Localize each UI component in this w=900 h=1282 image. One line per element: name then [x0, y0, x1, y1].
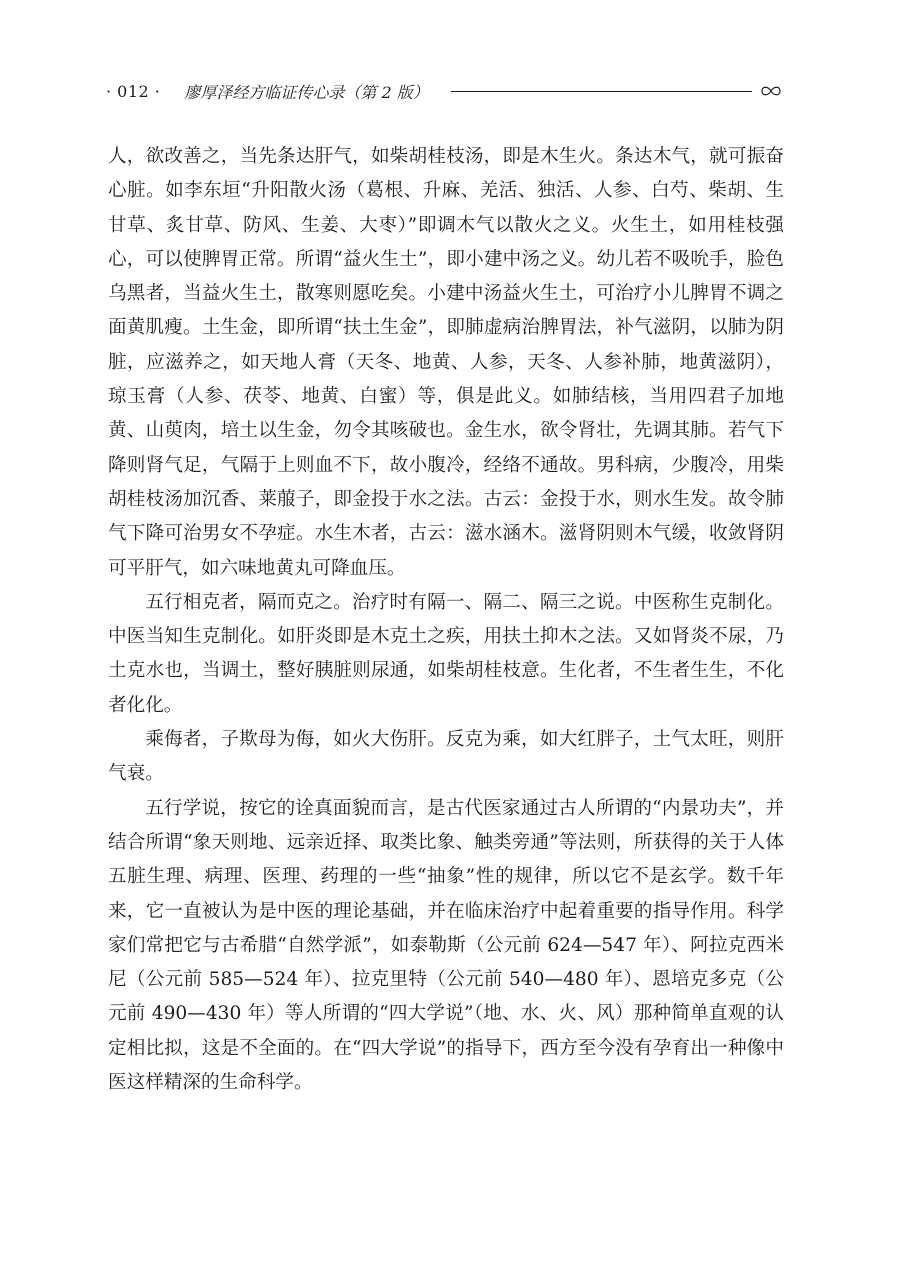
page-number: · 012 ·: [106, 81, 161, 101]
paragraph-wuxing-xueshuo: 五行学说，按它的诠真面貌而言，是古代医家通过古人所谓的“内景功夫”，并结合所谓“象天则地、远亲近择、取类比象、触类旁通”等法则，所获得的关于人体五脏生理、病理、医理、药理的一些“抽象”性的规律，所以它不是玄学。数千年来，它一直被认为是中医的理论基础，并在临床治疗中起着重要的指导作用。科学家们常把它与古希腊“自然学派”，如泰勒斯（公元前 624—547 年）、阿拉克西米尼（公元前 585—524 年）、拉克里特（公元前 540—480 年）、恩培克多克（公元前 490—430 年）等人所谓的“四大学说”（地、水、火、风）那种简单直观的认定相比拟，这是不全面的。在“四大学说”的指导下，西方至今没有孕育出一种像中医这样精深的生命科学。: [108, 797, 784, 1094]
paragraph-continued: 人，欲改善之，当先条达肝气，如柴胡桂枝汤，即是木生火。条达木气，就可振奋心脏。如李东垣“升阳散火汤（葛根、升麻、羌活、独活、人参、白芍、柴胡、生甘草、炙甘草、防风、生姜、大枣）”即调木气以散火之义。火生土，如用桂枝强心，可以使脾胃正常。所谓“益火生土”，即小建中汤之义。幼儿若不吸吮手，脸色乌黑者，当益火生土，散寒则愿吃矣。小建中汤益火生土，可治疗小儿脾胃不调之面黄肌瘦。土生金，即所谓“扶土生金”，即肺虚病治脾胃法，补气滋阴，以肺为阴脏，应滋养之，如天地人膏（天冬、地黄、人参，天冬、人参补肺，地黄滋阴），琼玉膏（人参、茯苓、地黄、白蜜）等，俱是此义。如肺结核，当用四君子加地黄、山萸肉，培土以生金，勿令其咳破也。金生水，欲令肾壮，先调其肺。若气下降则肾气足，气隔于上则血不下，故小腹冷，经络不通故。男科病，少腹冷，用柴胡桂枝汤加沉香、莱菔子，即金投于水之法。古云：金投于水，则水生发。故令肺气下降可治男女不孕症。水生木者，古云：滋水涵木。滋肾阴则木气缓，收敛肾阴可平肝气，如六味地黄丸可降血压。: [108, 146, 784, 579]
paragraph-chengwu: 乘侮者，子欺母为侮，如火大伤肝。反克为乘，如大红胖子，土气太旺，则肝气衰。: [108, 729, 784, 785]
book-title: 廖厚泽经方临证传心录（第 2 版）: [184, 82, 429, 102]
paragraph-wuxing-xiangke: 五行相克者，隔而克之。治疗时有隔一、隔二、隔三之说。中医称生克制化。中医当知生克制化。如肝炎即是木克土之疾，用扶土抑木之法。又如肾炎不尿，乃土克水也，当调土，整好胰脏则尿通，如柴胡桂枝意。生化者，不生者生生，不化者化化。: [108, 591, 784, 716]
body-text: [108, 140, 784, 1100]
header-rule: [451, 91, 752, 92]
running-header: [106, 78, 782, 104]
double-loop-ornament-icon: [760, 85, 782, 97]
